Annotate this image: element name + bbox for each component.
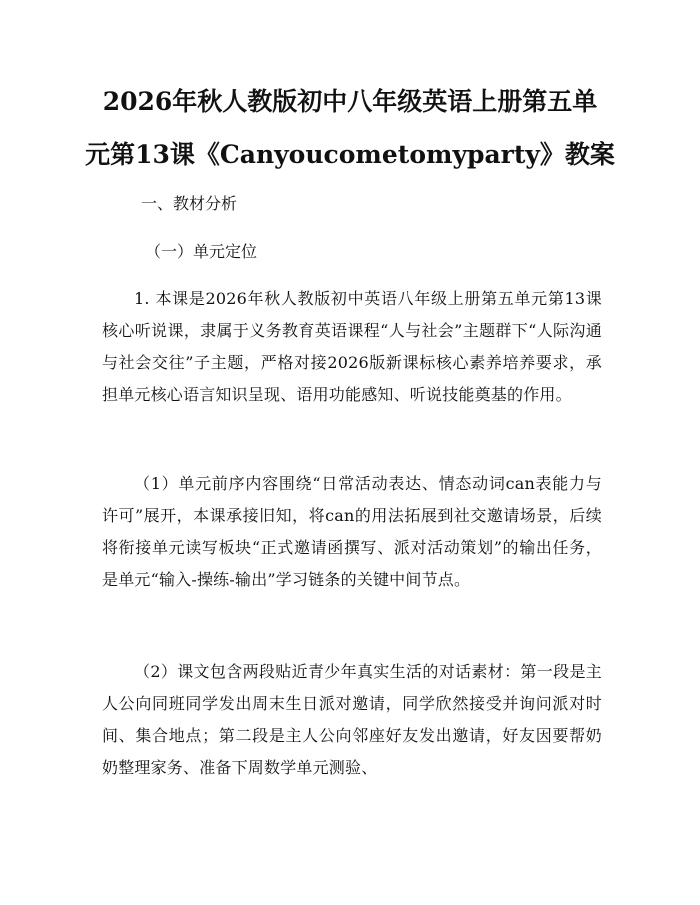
document-title-line-1: 2026年秋人教版初中八年级英语上册第五单: [102, 87, 598, 116]
subsection-heading-unit-position: （一）单元定位: [145, 242, 258, 261]
paragraph-3: （2）课文包含两段贴近青少年真实生活的对话素材：第一段是主人公向同班同学发出周末生日派对邀请，同学欣然接受并询问派对时间、集合地点；第二段是主人公向邻座好友发出邀请，好友因要帮奶奶整理家务、准备下周数学单元测验、: [102, 662, 602, 777]
document-title-line-2: 元第13课《Canyoucometomyparty》教案: [85, 140, 615, 169]
paragraph-1: 1. 本课是2026年秋人教版初中英语八年级上册第五单元第13课核心听说课，隶属于义务教育英语课程“人与社会”主题群下“人际沟通与社会交往”子主题，严格对接2026版新课标核心素养培养要求，承担单元核心语言知识呈现、语用功能感知、听说技能奠基的作用。: [102, 289, 602, 404]
paragraph-2: （1）单元前序内容围绕“日常活动表达、情态动词can表能力与许可”展开，本课承接旧知，将can的用法拓展到社交邀请场景，后续将衔接单元读写板块“正式邀请函撰写、派对活动策划”的输出任务，是单元“输入-操练-输出”学习链条的关键中间节点。: [102, 474, 602, 589]
section-heading-textbook-analysis: 一、教材分析: [141, 194, 238, 213]
